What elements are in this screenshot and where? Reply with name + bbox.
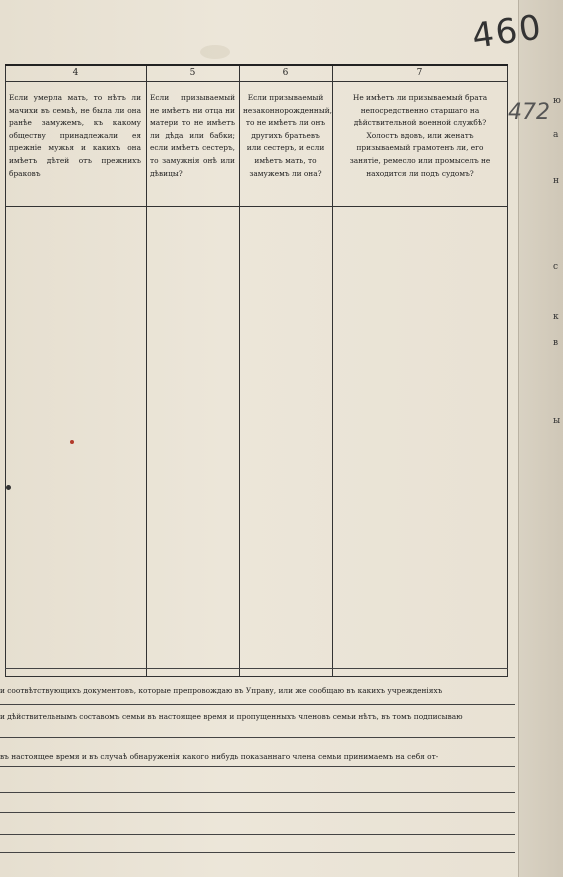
ruled-line xyxy=(0,792,515,793)
ruled-line xyxy=(0,834,515,835)
edge-glyph: в xyxy=(553,338,559,348)
edge-glyph: к xyxy=(553,312,559,322)
footer-text-line: и соотвѣтствующихъ документовъ, которые препровождаю въ Управу, или же сообщаю въ какихъ учрежденіяхъ xyxy=(0,686,443,695)
column-header: Если призываемый не имѣетъ ни отца ни матери то не имѣетъ ли дѣда или бабки; если имѣетъ сестеръ, то замужнія онѣ или дѣвицы? xyxy=(150,93,235,178)
column-border xyxy=(332,66,333,676)
column-header: Если призываемый незаконнорожденный, то не имѣетъ ли онъ другихъ братьевъ или сестеръ, и если имѣетъ мать, то замужемъ ли она? xyxy=(243,93,333,178)
edge-glyph: ю xyxy=(553,96,561,106)
footer-text-line: и дѣйствительнымъ составомъ семьи въ настоящее время и пропущенныхъ членовъ семьи нѣтъ, въ томъ подписываю xyxy=(0,712,463,721)
column-number: 5 xyxy=(189,68,196,78)
column-header: Если умерла мать, то нѣтъ ли мачихи въ семьѣ, не была ли она ранѣе замужемъ, къ какому обществу принадлежали ея прежніе мужья и какихъ она имѣетъ дѣтей отъ прежнихъ браковъ xyxy=(9,93,141,178)
header-row-border xyxy=(5,206,508,207)
number-row-border xyxy=(5,81,508,82)
column-number: 6 xyxy=(282,68,289,78)
column-border xyxy=(239,66,240,676)
ink-spot xyxy=(6,485,11,490)
column-border xyxy=(146,66,147,676)
ruled-line xyxy=(5,668,508,669)
column-border xyxy=(507,66,508,676)
column-number: 4 xyxy=(72,68,79,78)
register-table xyxy=(5,64,508,677)
column-number: 7 xyxy=(416,68,423,78)
paper-stain xyxy=(200,45,230,59)
folio-secondary-number: 472 xyxy=(508,100,550,125)
ruled-line xyxy=(0,812,515,813)
ruled-line xyxy=(0,737,515,738)
edge-glyph: с xyxy=(553,262,559,272)
column-border xyxy=(5,66,6,676)
ruled-line xyxy=(0,704,515,705)
edge-glyph: а xyxy=(553,130,559,140)
folio-number: 460 xyxy=(469,7,546,57)
edge-glyph: ы xyxy=(553,416,561,426)
ink-spot xyxy=(70,440,74,444)
ruled-line xyxy=(0,766,515,767)
ruled-line xyxy=(0,852,515,853)
edge-glyph: н xyxy=(553,176,559,186)
footer-text-line: въ настоящее время и въ случаѣ обнаруженія какого нибудь показаннаго члена семьи принимаемъ на себя от- xyxy=(0,752,439,761)
column-header: Не имѣетъ ли призываемый брата непосредственно старшаго на дѣйствительной военной службѣ? Холостъ вдовъ, или женатъ призываемый грамотенъ ли, его занятіе, ремесло или промыселъ не находится ли подъ судомъ? xyxy=(349,93,491,178)
